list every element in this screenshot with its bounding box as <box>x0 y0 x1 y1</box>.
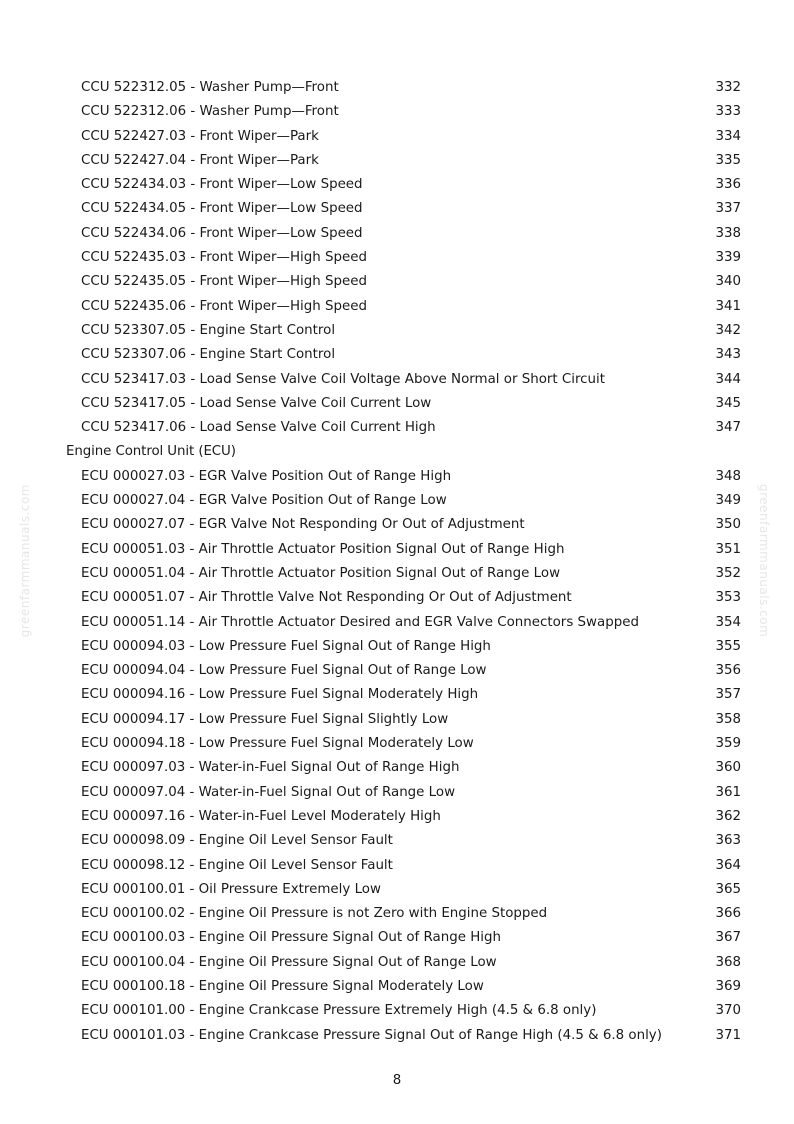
toc-entry-page: 334 <box>715 128 741 144</box>
toc-entry[interactable] <box>0 1024 794 1048</box>
toc-entry-title: CCU 523307.06 - Engine Start Control <box>81 347 336 363</box>
toc-entry[interactable] <box>0 683 794 707</box>
toc-entry[interactable] <box>0 538 794 562</box>
toc-entry-title: CCU 522312.06 - Washer Pump—Front <box>81 104 339 120</box>
toc-entry-title: ECU 000094.18 - Low Pressure Fuel Signal Moderately Low <box>81 736 474 752</box>
section-heading-title: Engine Control Unit (ECU) <box>66 444 236 460</box>
toc-entry-page: 354 <box>715 614 741 630</box>
toc-entry-title: ECU 000098.12 - Engine Oil Level Sensor Fault <box>81 857 393 873</box>
toc-entry-title: ECU 000094.03 - Low Pressure Fuel Signal Out of Range High <box>81 638 491 654</box>
toc-entry[interactable] <box>0 295 794 319</box>
toc-entry[interactable] <box>0 926 794 950</box>
toc-entry-title: ECU 000098.09 - Engine Oil Level Sensor Fault <box>81 833 393 849</box>
toc-entry-page: 353 <box>715 590 741 606</box>
toc-entry-title: CCU 522435.03 - Front Wiper—High Speed <box>81 250 367 266</box>
toc-entry-title: ECU 000027.07 - EGR Valve Not Responding Or Out of Adjustment <box>81 517 525 533</box>
toc-entry-page: 361 <box>715 784 741 800</box>
toc-entry-title: ECU 000051.04 - Air Throttle Actuator Position Signal Out of Range Low <box>81 565 561 581</box>
toc-entry-title: CCU 522312.05 - Washer Pump—Front <box>81 80 339 95</box>
toc-entry[interactable] <box>0 708 794 732</box>
toc-entry-page: 332 <box>715 80 741 95</box>
toc-entry-title: CCU 522435.05 - Front Wiper—High Speed <box>81 274 367 290</box>
toc-entry[interactable] <box>0 756 794 780</box>
toc-entry[interactable] <box>0 173 794 197</box>
toc-entry[interactable] <box>0 829 794 853</box>
toc-entry[interactable] <box>0 368 794 392</box>
toc-entry-page: 342 <box>715 322 741 338</box>
toc-entry-page: 350 <box>715 517 741 533</box>
toc-entry-title: ECU 000100.01 - Oil Pressure Extremely Low <box>81 881 381 897</box>
toc-entry-page: 363 <box>715 833 741 849</box>
toc-entry-title: ECU 000101.00 - Engine Crankcase Pressure Extremely High (4.5 & 6.8 only) <box>81 1003 597 1019</box>
toc-entry-title: CCU 523417.06 - Load Sense Valve Coil Current High <box>81 420 436 436</box>
toc-entry-page: 338 <box>715 225 741 241</box>
toc-entry-page: 335 <box>715 152 741 168</box>
toc-entry-title: ECU 000100.03 - Engine Oil Pressure Signal Out of Range High <box>81 930 502 946</box>
toc-entry[interactable] <box>0 392 794 416</box>
toc-entry[interactable] <box>0 343 794 367</box>
toc-entry[interactable] <box>0 611 794 635</box>
toc-entry-title: CCU 522435.06 - Front Wiper—High Speed <box>81 298 367 314</box>
toc-entry-title: ECU 000097.04 - Water-in-Fuel Signal Out of Range Low <box>81 784 456 800</box>
toc-entry-page: 351 <box>715 541 741 557</box>
toc-entry-title: ECU 000051.14 - Air Throttle Actuator Desired and EGR Valve Connectors Swapped <box>81 614 639 630</box>
toc-entry[interactable] <box>0 319 794 343</box>
toc-entry-title: ECU 000097.16 - Water-in-Fuel Level Moderately High <box>81 808 441 824</box>
toc-entry[interactable] <box>0 197 794 221</box>
toc-entry[interactable] <box>0 416 794 440</box>
toc-entry-page: 371 <box>715 1027 741 1043</box>
toc-entry[interactable] <box>0 902 794 926</box>
toc-entry-title: CCU 523307.05 - Engine Start Control <box>81 322 336 338</box>
toc-entry-page: 339 <box>715 250 741 266</box>
toc-entry[interactable] <box>0 805 794 829</box>
toc-entry-page: 362 <box>715 808 741 824</box>
watermark-left: greenfarmmanuals.com <box>18 484 32 638</box>
toc-entry[interactable] <box>0 246 794 270</box>
toc-entry[interactable] <box>0 586 794 610</box>
toc-entry-page: 367 <box>715 930 741 946</box>
toc-entry[interactable] <box>0 635 794 659</box>
toc-entry[interactable] <box>0 125 794 149</box>
toc-entry[interactable] <box>0 222 794 246</box>
toc-entry[interactable] <box>0 659 794 683</box>
page-number: 8 <box>392 1073 402 1088</box>
toc-entry[interactable] <box>0 951 794 975</box>
toc-entry-page: 370 <box>715 1003 741 1019</box>
toc-entry-title: ECU 000027.03 - EGR Valve Position Out of Range High <box>81 468 452 484</box>
toc-entry[interactable] <box>0 878 794 902</box>
toc-entry[interactable] <box>0 465 794 489</box>
toc-entry-page: 360 <box>715 760 741 776</box>
toc-entry-page: 364 <box>715 857 741 873</box>
toc-entry-page: 341 <box>715 298 741 314</box>
toc-entry-page: 358 <box>715 711 741 727</box>
toc-entry-page: 368 <box>715 954 741 970</box>
toc-entry-page: 345 <box>715 395 741 411</box>
toc-entry-title: CCU 523417.05 - Load Sense Valve Coil Current Low <box>81 395 432 411</box>
toc-entry[interactable] <box>0 999 794 1023</box>
toc-entry-page: 369 <box>715 978 741 994</box>
toc-entry-title: ECU 000027.04 - EGR Valve Position Out of Range Low <box>81 493 447 509</box>
toc-entry-page: 355 <box>715 638 741 654</box>
toc-entry-page: 340 <box>715 274 741 290</box>
section-heading <box>0 440 794 464</box>
table-of-contents <box>0 76 794 1048</box>
toc-entry[interactable] <box>0 781 794 805</box>
toc-entry[interactable] <box>0 100 794 124</box>
toc-entry[interactable] <box>0 732 794 756</box>
toc-entry-page: 344 <box>715 371 741 387</box>
toc-entry-page: 357 <box>715 687 741 703</box>
toc-entry-title: ECU 000094.16 - Low Pressure Fuel Signal Moderately High <box>81 687 479 703</box>
toc-entry-title: ECU 000094.17 - Low Pressure Fuel Signal Slightly Low <box>81 711 449 727</box>
toc-entry-title: ECU 000097.03 - Water-in-Fuel Signal Out of Range High <box>81 760 460 776</box>
toc-entry[interactable] <box>0 489 794 513</box>
toc-entry[interactable] <box>0 975 794 999</box>
toc-entry-title: ECU 000100.02 - Engine Oil Pressure is not Zero with Engine Stopped <box>81 906 548 922</box>
toc-entry[interactable] <box>0 513 794 537</box>
toc-entry-page: 337 <box>715 201 741 217</box>
toc-entry-page: 343 <box>715 347 741 363</box>
toc-entry-title: ECU 000094.04 - Low Pressure Fuel Signal Out of Range Low <box>81 663 487 679</box>
toc-entry-page: 348 <box>715 468 741 484</box>
toc-entry-title: CCU 522434.06 - Front Wiper—Low Speed <box>81 225 363 241</box>
toc-entry-page: 333 <box>715 104 741 120</box>
toc-entry-page: 366 <box>715 906 741 922</box>
toc-entry[interactable] <box>0 854 794 878</box>
toc-entry-title: CCU 522434.05 - Front Wiper—Low Speed <box>81 201 363 217</box>
toc-entry[interactable] <box>0 562 794 586</box>
toc-entry-title: CCU 523417.03 - Load Sense Valve Coil Voltage Above Normal or Short Circuit <box>81 371 606 387</box>
toc-entry-page: 336 <box>715 177 741 193</box>
toc-entry-title: CCU 522434.03 - Front Wiper—Low Speed <box>81 177 363 193</box>
toc-entry-title: CCU 522427.04 - Front Wiper—Park <box>81 152 319 168</box>
toc-entry[interactable] <box>0 149 794 173</box>
toc-entry-title: ECU 000101.03 - Engine Crankcase Pressure Signal Out of Range High (4.5 & 6.8 only) <box>81 1027 662 1043</box>
toc-entry-title: ECU 000100.04 - Engine Oil Pressure Signal Out of Range Low <box>81 954 497 970</box>
toc-entry-title: ECU 000051.07 - Air Throttle Valve Not Responding Or Out of Adjustment <box>81 590 572 606</box>
toc-entry[interactable] <box>0 270 794 294</box>
toc-entry-title: ECU 000051.03 - Air Throttle Actuator Position Signal Out of Range High <box>81 541 565 557</box>
toc-entry-page: 359 <box>715 736 741 752</box>
toc-entry-title: CCU 522427.03 - Front Wiper—Park <box>81 128 319 144</box>
toc-entry-page: 365 <box>715 881 741 897</box>
toc-entry-page: 347 <box>715 420 741 436</box>
toc-entry-page: 356 <box>715 663 741 679</box>
toc-entry-page: 349 <box>715 493 741 509</box>
toc-entry[interactable] <box>0 76 794 100</box>
watermark-right: greenfarmmanuals.com <box>757 484 771 638</box>
toc-entry-page: 352 <box>715 565 741 581</box>
toc-entry-title: ECU 000100.18 - Engine Oil Pressure Signal Moderately Low <box>81 978 484 994</box>
